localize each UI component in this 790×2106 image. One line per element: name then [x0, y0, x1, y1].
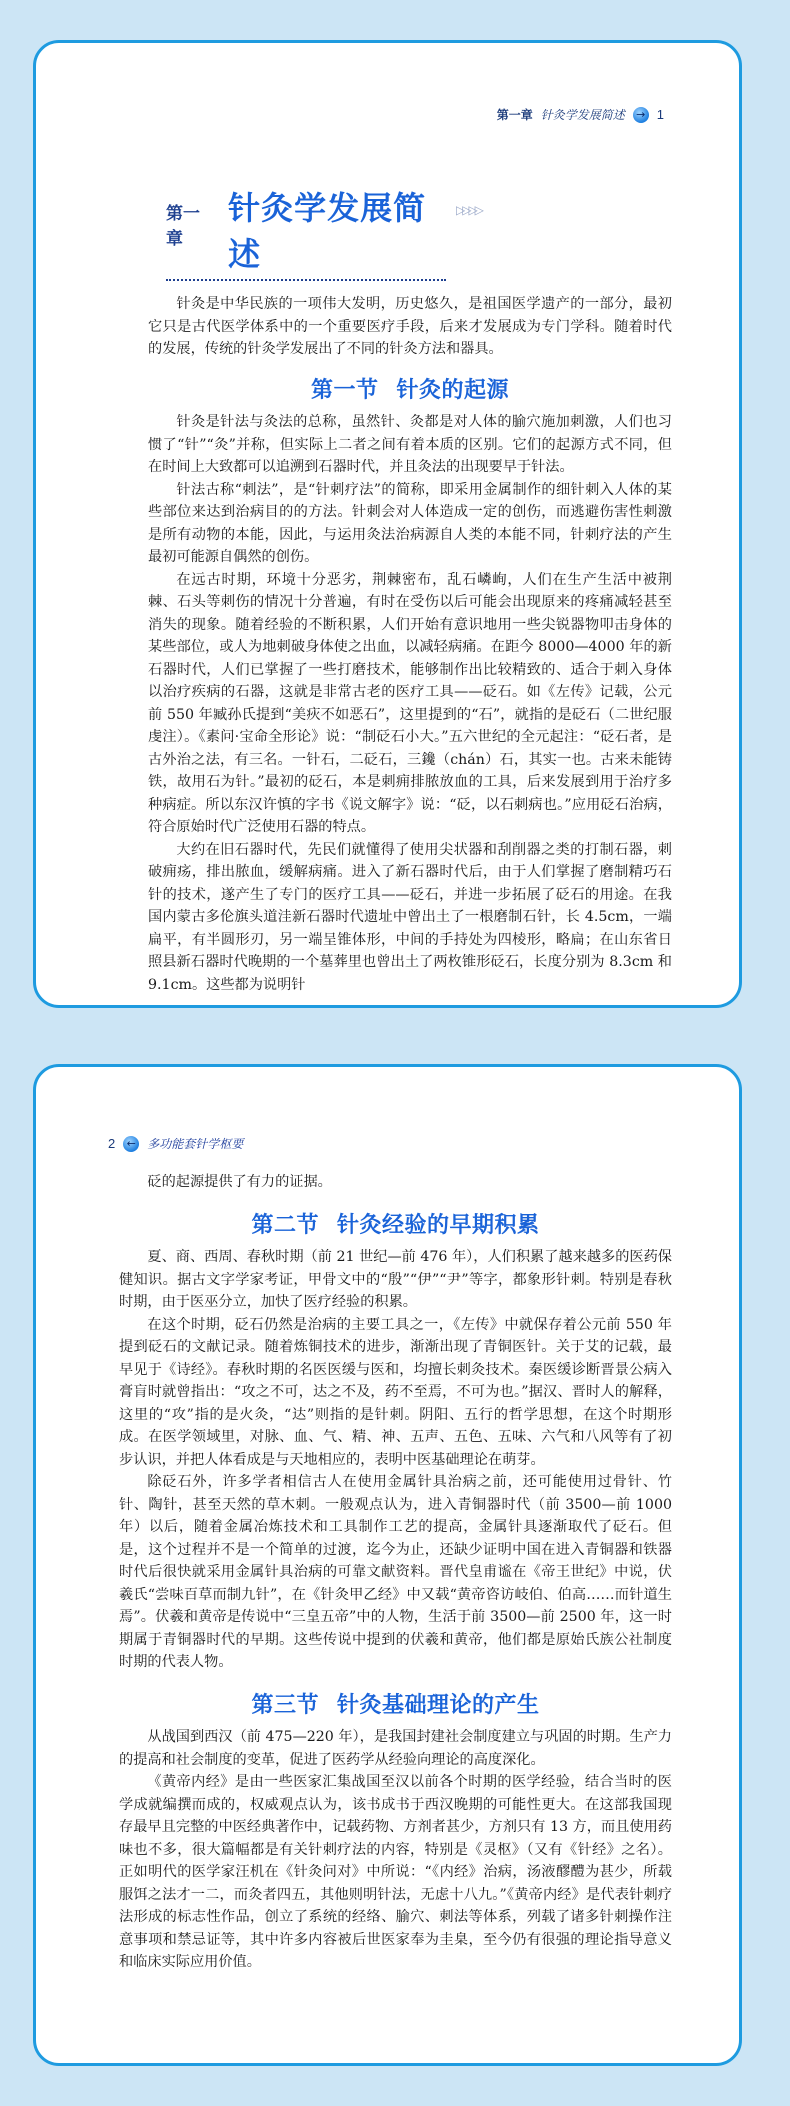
paragraph: 针法古称“刺法”，是“针刺疗法”的简称，即采用金属制作的细针刺入人体的某些部位来达到治病目的的方法。针刺会对人体造成一定的创伤，而逃避伤害性刺激是所有动物的本能，因此，与运用灸法治病源自人类的本能不同，针刺疗法的产生最初可能源自偶然的创伤。 — [148, 481, 672, 565]
book-page-1 — [33, 40, 742, 1008]
section-title: 针灸的起源 — [396, 376, 510, 403]
paragraph: 在这个时期，砭石仍然是治病的主要工具之一，《左传》中就保存着公元前 550 年提到砭石的文献记录。随着炼铜技术的进步，渐渐出现了青铜医针。关于艾的记载，最早见于《诗经》。春秋时期的名医医缓与医和，均擅长刺灸技术。秦医缓诊断晋景公病入膏肓时就曾指出：“攻之不可，达之不及，药不至焉，不可为也。”据汉、晋时人的解释，这里的“攻”指的是火灸，“达”则指的是针刺。阴阳、五行的哲学思想，在这个时期形成。在医学领域里，对脉、血、气、精、神、五声、五色、五味、六气和八风等有了初步认识，并把人体看成是与天地相应的，表明中医基础理论在萌芽。 — [119, 1316, 672, 1468]
intro-paragraph: 针灸是中华民族的一项伟大发明，历史悠久，是祖国医学遗产的一部分，最初它只是古代医学体系中的一个重要医疗手段，后来才发展成为专门学科。随着时代的发展，传统的针灸学发展出了不同的针灸方法和器具。 — [148, 296, 672, 357]
triangles-decoration-icon: ▷▷▷▷ — [456, 203, 481, 217]
book-page-2 — [33, 1064, 742, 2066]
section-heading-1 — [148, 376, 672, 403]
running-head-title: 针灸学发展简述 — [540, 108, 625, 122]
arrow-left-icon: ← — [123, 1136, 139, 1152]
paragraph: 《黄帝内经》是由一些医家汇集战国至汉以前各个时期的医学经验，结合当时的医学成就编撰而成的，权威观点认为，该书成书于西汉晚期的可能性更大。在这部我国现存最早且完整的中医经典著作中，记载药物、方剂者甚少，方剂只有 13 方，而且使用药味也不多，很大篇幅都是有关针刺疗法的内容，特别是《灵枢》（又有《针经》之名）。正如明代的医学家汪机在《针灸问对》中所说：“《内经》治病，汤液醪醴为甚少，所载服饵之法才一二，而灸者四五，其他则明针法，无虑十八九。”《黄帝内经》是代表针刺疗法形成的标志性作品，创立了系统的经络、腧穴、刺法等体系，列载了诸多针刺操作注意事项和禁忌证等，其中许多内容被后世医家奉为圭臬，至今仍有很强的理论指导意义和临床实际应用价值。 — [119, 1774, 672, 1970]
page-number: 2 — [108, 1136, 116, 1151]
section-title: 针灸基础理论的产生 — [337, 1691, 540, 1718]
section-title: 针灸经验的早期积累 — [337, 1211, 540, 1238]
paragraph: 针灸是针法与灸法的总称，虽然针、灸都是对人体的腧穴施加刺激，人们也习惯了“针”“灸”并称，但实际上二者之间有着本质的区别。它们的起源方式不同，但在时间上大致都可以追溯到石器时代，并且灸法的出现要早于针法。 — [148, 414, 672, 475]
paragraph: 除砭石外，许多学者相信古人在使用金属针具治病之前，还可能使用过骨针、竹针、陶针，甚至天然的草木刺。一般观点认为，进入青铜器时代（前 3500—前 1000 年）以后，随着金属冶炼技术和工具制作工艺的提高，金属针具逐渐取代了砭石。但是，这个过程并不是一个简单的过渡，迄今为止，还缺少证明中国在进入青铜器和铁器时代后很快就采用金属针具治病的可靠文献资料。晋代皇甫谧在《帝王世纪》中说，伏羲氏“尝味百草而制九针”，在《针灸甲乙经》中又载“黄帝咨访岐伯、伯高……而针道生焉”。伏羲和黄帝是传说中“三皇五帝”中的人物，生活于前 3500—前 2500 年，这一时期属于青铜器时代的早期。这些传说中提到的伏羲和黄帝，他们都是原始氏族公社制度时期的代表人物。 — [119, 1474, 672, 1670]
paragraph: 夏、商、西周、春秋时期（前 21 世纪—前 476 年），人们积累了越来越多的医药保健知识。据古文字学家考证，甲骨文中的“殷”“伊”“尹”等字，都象形针刺。特别是春秋时期，由于医巫分立，加快了医疗经验的积累。 — [119, 1249, 672, 1310]
running-head-title: 多功能套针学枢要 — [147, 1137, 244, 1151]
page-body — [119, 1171, 672, 1974]
chapter-title: 针灸学发展简述 — [228, 189, 427, 273]
paragraph: 大约在旧石器时代，先民们就懂得了使用尖状器和刮削器之类的打制石器，刺破痈疡，排出脓血，缓解病痛。进入了新石器时代后，由于人们掌握了磨制精巧石针的技术，遂产生了专门的医疗工具——砭石，并进一步拓展了砭石的用途。在我国内蒙古多伦旗头道洼新石器时代遗址中曾出土了一根磨制石针，长 4.5cm，一端扁平，有半圆形刃，另一端呈锥体形，中间的手持处为四棱形，略扁；在山东省日照县新石器时代晚期的一个墓葬里也曾出土了两枚锥形砭石，长度分别为 8.3cm 和 9.1cm。这些都为说明针 — [148, 841, 672, 993]
paragraph: 从战国到西汉（前 475—220 年），是我国封建社会制度建立与巩固的时期。生产力的提高和社会制度的变革，促进了医药学从经验向理论的高度深化。 — [119, 1729, 672, 1768]
running-head — [497, 106, 664, 123]
section-number: 第一节 — [310, 376, 379, 403]
arrow-right-icon: → — [633, 107, 649, 123]
running-head-chapter: 第一章 — [496, 108, 533, 122]
page-body — [148, 293, 672, 996]
paragraph: 在远古时期，环境十分恶劣，荆棘密布，乱石嶙峋，人们在生产生活中被荆棘、石头等刺伤的情况十分普遍，有时在受伤以后可能会出现原来的疼痛减轻甚至消失的现象。随着经验的不断积累，人们开始有意识地用一些尖锐器物叩击身体的某些部位，或人为地刺破身体使之出血，以减轻病痛。在距今 8000—4000 年的新石器时代，人们已掌握了一些打磨技术，能够制作出比较精致的、适合于刺入身体以治疗疾病的石器，这就是非常古老的医疗工具——砭石。如《左传》记载，公元前 550 年臧孙氏提到“美疢不如恶石”，这里提到的“石”，就指的是砭石（二世纪服虔注）。《素问·宝命全形论》说：“制砭石小大。”五六世纪的全元起注：“砭石者，是古外治之法，有三名。一针石，二砭石，三鑱（chán）石，其实一也。古来未能铸铁，故用石为针。”最初的砭石，本是刺痈排脓放血的工具，后来发展到用于治疗多种病症。所以东汉许慎的字书《说文解字》说：“砭，以石刺病也。”应用砭石治病，符合原始时代广泛使用石器的特点。 — [148, 571, 672, 835]
chapter-heading — [166, 183, 446, 281]
section-heading-2 — [119, 1211, 672, 1238]
running-head — [108, 1135, 243, 1152]
page-number: 1 — [656, 107, 664, 122]
section-number: 第三节 — [251, 1691, 319, 1718]
chapter-label: 第一章 — [166, 204, 200, 249]
section-number: 第二节 — [251, 1211, 319, 1238]
continuation-paragraph: 砭的起源提供了有力的证据。 — [147, 1174, 332, 1190]
section-heading-3 — [119, 1691, 672, 1718]
